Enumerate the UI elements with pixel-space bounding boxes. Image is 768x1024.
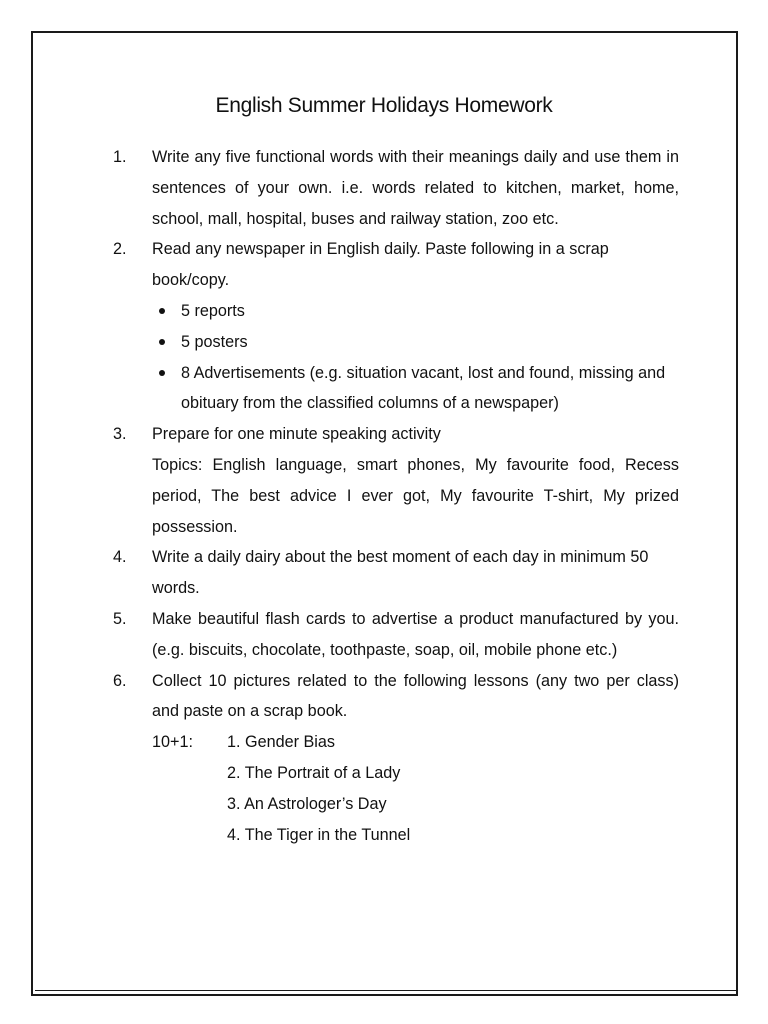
item-text: Make beautiful flash cards to advertise a product manufactured by you. (e.g. biscuits, chocolate, toothpaste, soap, oil, mobile phone etc.) — [152, 609, 679, 659]
page-border-shadow-bottom — [35, 988, 736, 991]
bullet-list — [152, 296, 679, 419]
bullet-icon — [159, 308, 165, 314]
bullet-item: 8 Advertisements (e.g. situation vacant, lost and found, missing and obituary from the classified columns of a newspaper) — [152, 358, 679, 420]
lessons-list — [227, 727, 410, 850]
item-number: 5. — [113, 609, 127, 628]
topics-text: Topics: English language, smart phones, My favourite food, Recess period, The best advice I ever got, My favourite T-shirt, My prized possession. — [152, 455, 679, 536]
list-item — [113, 419, 679, 542]
list-item — [113, 542, 679, 604]
lesson-item: 1. Gender Bias — [227, 733, 335, 752]
lessons-class-label: 10+1: — [152, 733, 193, 752]
bullet-item: 5 reports — [152, 296, 679, 327]
page-border-shadow-right — [736, 35, 739, 994]
list-item — [113, 604, 679, 666]
bullet-icon — [159, 339, 165, 345]
lesson-item: 4. The Tiger in the Tunnel — [227, 825, 411, 844]
item-number: 6. — [113, 671, 127, 690]
item-text: Write any five functional words with their meanings daily and use them in sentences of your own. i.e. words related to kitchen, market, home, school, mall, hospital, buses and railway station, zoo etc. — [152, 148, 679, 228]
list-item — [113, 142, 679, 234]
item-text: Write a daily dairy about the best moment of each day in minimum 50 words. — [152, 548, 649, 598]
page-title: English Summer Holidays Homework — [215, 94, 553, 117]
item-number: 2. — [113, 240, 127, 259]
item-number: 4. — [113, 548, 127, 567]
list-item — [113, 234, 679, 419]
lessons-block — [152, 727, 679, 850]
lesson-item: 2. The Portrait of a Lady — [227, 763, 401, 782]
item-text: Collect 10 pictures related to the following lessons (any two per class) and paste on a scrap book. — [152, 671, 679, 721]
item-text: Prepare for one minute speaking activity — [152, 425, 441, 444]
lesson-item: 3. An Astrologer’s Day — [227, 794, 387, 813]
homework-list — [113, 142, 679, 850]
item-text: Read any newspaper in English daily. Paste following in a scrap book/copy. — [152, 240, 609, 290]
item-number: 1. — [113, 148, 127, 166]
bullet-icon — [159, 370, 165, 376]
item-number: 3. — [113, 425, 127, 444]
list-item — [113, 666, 679, 851]
bullet-item: 5 posters — [152, 327, 679, 358]
